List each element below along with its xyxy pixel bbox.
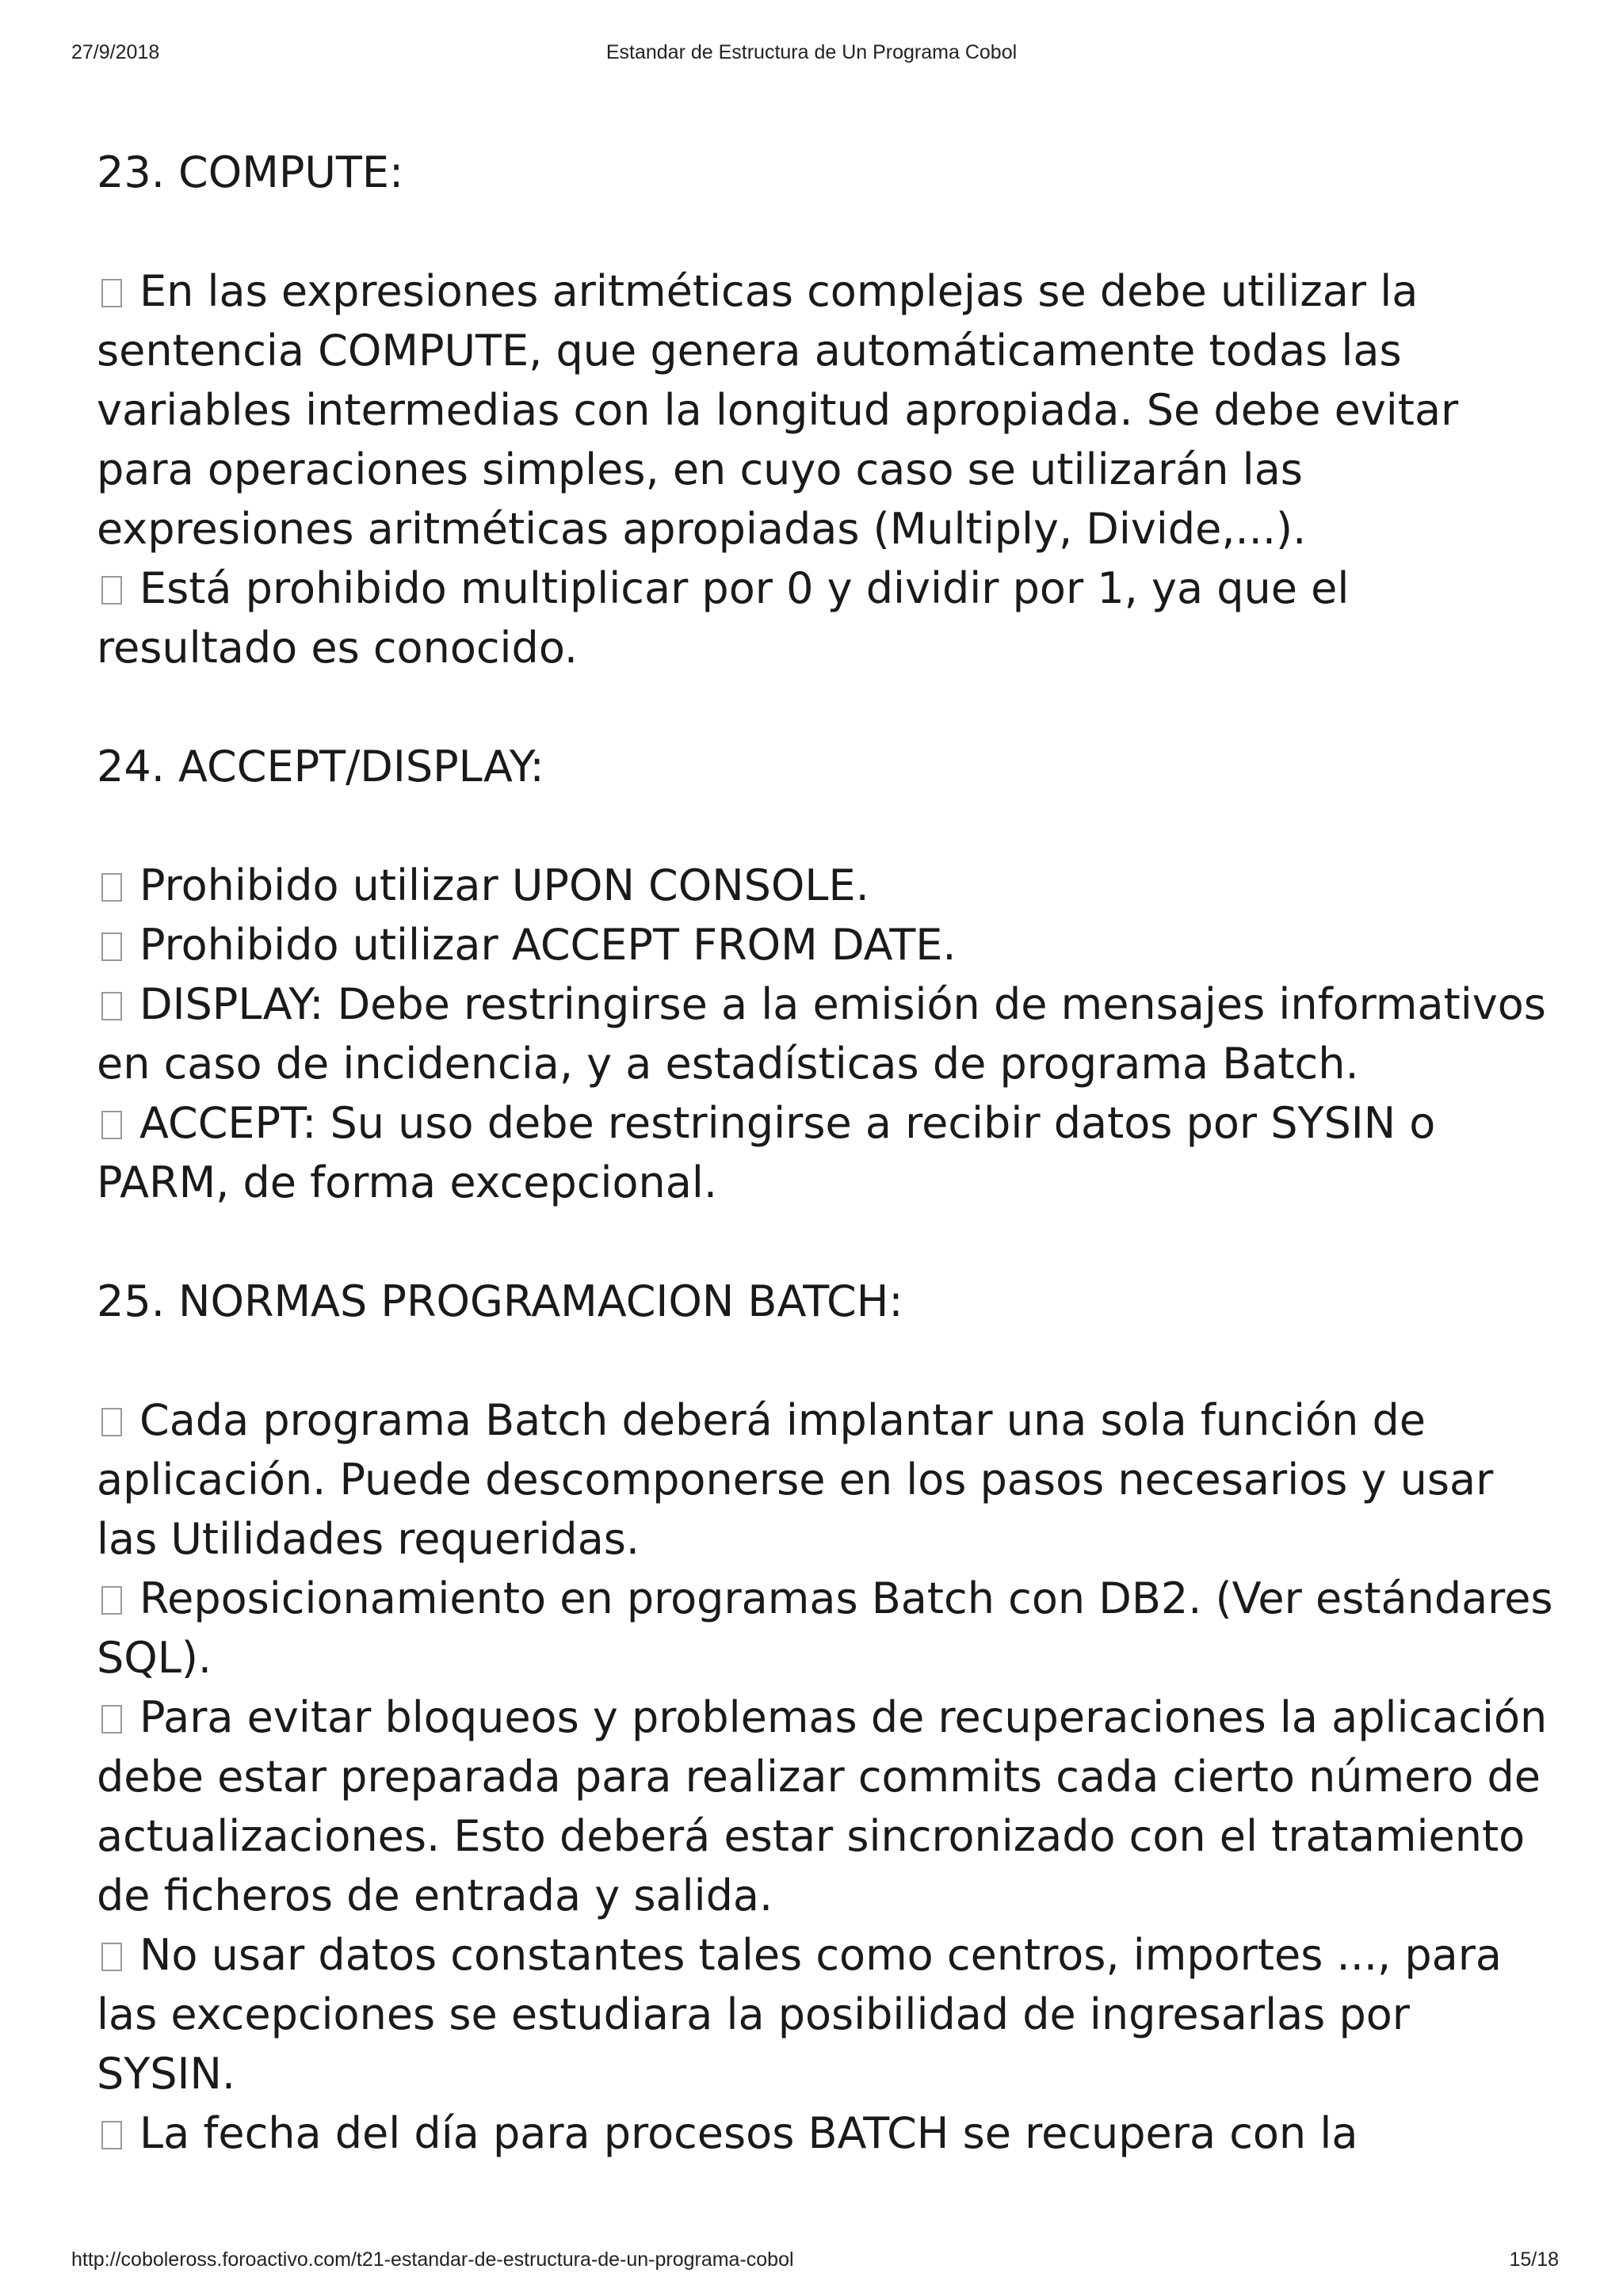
list-item: [97, 2103, 1555, 2163]
missing-glyph-bullet-icon: [101, 279, 122, 307]
list-item: [97, 1569, 1555, 1688]
list-item: [97, 856, 1555, 915]
missing-glyph-bullet-icon: [101, 1705, 122, 1733]
missing-glyph-bullet-icon: [101, 1111, 122, 1139]
page-number: 15/18: [1509, 2248, 1559, 2271]
missing-glyph-bullet-icon: [101, 873, 122, 902]
missing-glyph-bullet-icon: [101, 1943, 122, 1971]
list-item: [97, 1390, 1555, 1569]
list-item-text: La fecha del día para procesos BATCH se recupera con la: [139, 2108, 1358, 2158]
section-body: [97, 1390, 1555, 2163]
list-item-text: Prohibido utilizar UPON CONSOLE.: [139, 860, 869, 910]
list-item: [97, 915, 1555, 974]
list-item-text: Para evitar bloqueos y problemas de recuperaciones la aplicación debe estar preparada para realizar commits cada cierto número de actualizaciones. Esto deberá estar sincronizado con el tratamiento de ficheros de entrada y salida.: [97, 1692, 1548, 1920]
section-heading: 23. COMPUTE:: [97, 147, 404, 197]
list-item-text: ACCEPT: Su uso debe restringirse a recibir datos por SYSIN o PARM, de forma excepcional.: [97, 1098, 1436, 1207]
missing-glyph-bullet-icon: [101, 1408, 122, 1436]
list-item-text: Está prohibido multiplicar por 0 y dividir por 1, ya que el resultado es conocido.: [97, 563, 1350, 673]
missing-glyph-bullet-icon: [101, 1586, 122, 1615]
section-heading: 24. ACCEPT/DISPLAY:: [97, 742, 544, 791]
section-accept-display: [97, 737, 1555, 1212]
list-item-text: DISPLAY: Debe restringirse a la emisión de mensajes informativos en caso de incidencia, y a estadísticas de programa Batch.: [97, 979, 1546, 1089]
list-item-text: Prohibido utilizar ACCEPT FROM DATE.: [139, 920, 957, 970]
source-url: http://coboleross.foroactivo.com/t21-estandar-de-estructura-de-un-programa-cobol: [71, 2248, 794, 2271]
section-heading: 25. NORMAS PROGRAMACION BATCH:: [97, 1276, 903, 1326]
missing-glyph-bullet-icon: [101, 992, 122, 1020]
missing-glyph-bullet-icon: [101, 576, 122, 605]
section-batch-rules: [97, 1272, 1555, 2163]
list-item: [97, 1688, 1555, 1925]
section-body: [97, 261, 1555, 677]
list-item-text: Reposicionamiento en programas Batch con DB2. (Ver estándares SQL).: [97, 1573, 1553, 1683]
list-item: [97, 1925, 1555, 2103]
print-footer: [0, 2248, 1623, 2274]
list-item: [97, 974, 1555, 1093]
section-compute: [97, 143, 1555, 677]
section-body: [97, 856, 1555, 1212]
document-title: Estandar de Estructura de Un Programa Cobol: [605, 41, 1018, 63]
list-item-text: No usar datos constantes tales como centros, importes ..., para las excepciones se estudiara la posibilidad de ingresarlas por SYSIN.: [97, 1930, 1503, 2099]
list-item: [97, 559, 1555, 677]
print-header: [0, 41, 1623, 67]
missing-glyph-bullet-icon: [101, 933, 122, 961]
list-item: [97, 261, 1555, 559]
list-item-text: Cada programa Batch deberá implantar una sola función de aplicación. Puede descomponerse en los pasos necesarios y usar las Utilidades requeridas.: [97, 1395, 1494, 1564]
missing-glyph-bullet-icon: [101, 2121, 122, 2149]
list-item: [97, 1093, 1555, 1212]
document-body: [97, 143, 1555, 2163]
list-item-text: En las expresiones aritméticas complejas se debe utilizar la sentencia COMPUTE, que genera automáticamente todas las variables intermedias con la longitud apropiada. Se debe evitar para operaciones simples, en cuyo caso se utilizarán las expresiones aritméticas apropiadas (Multiply, Divide,...).: [97, 266, 1459, 554]
print-date: 27/9/2018: [71, 41, 160, 63]
